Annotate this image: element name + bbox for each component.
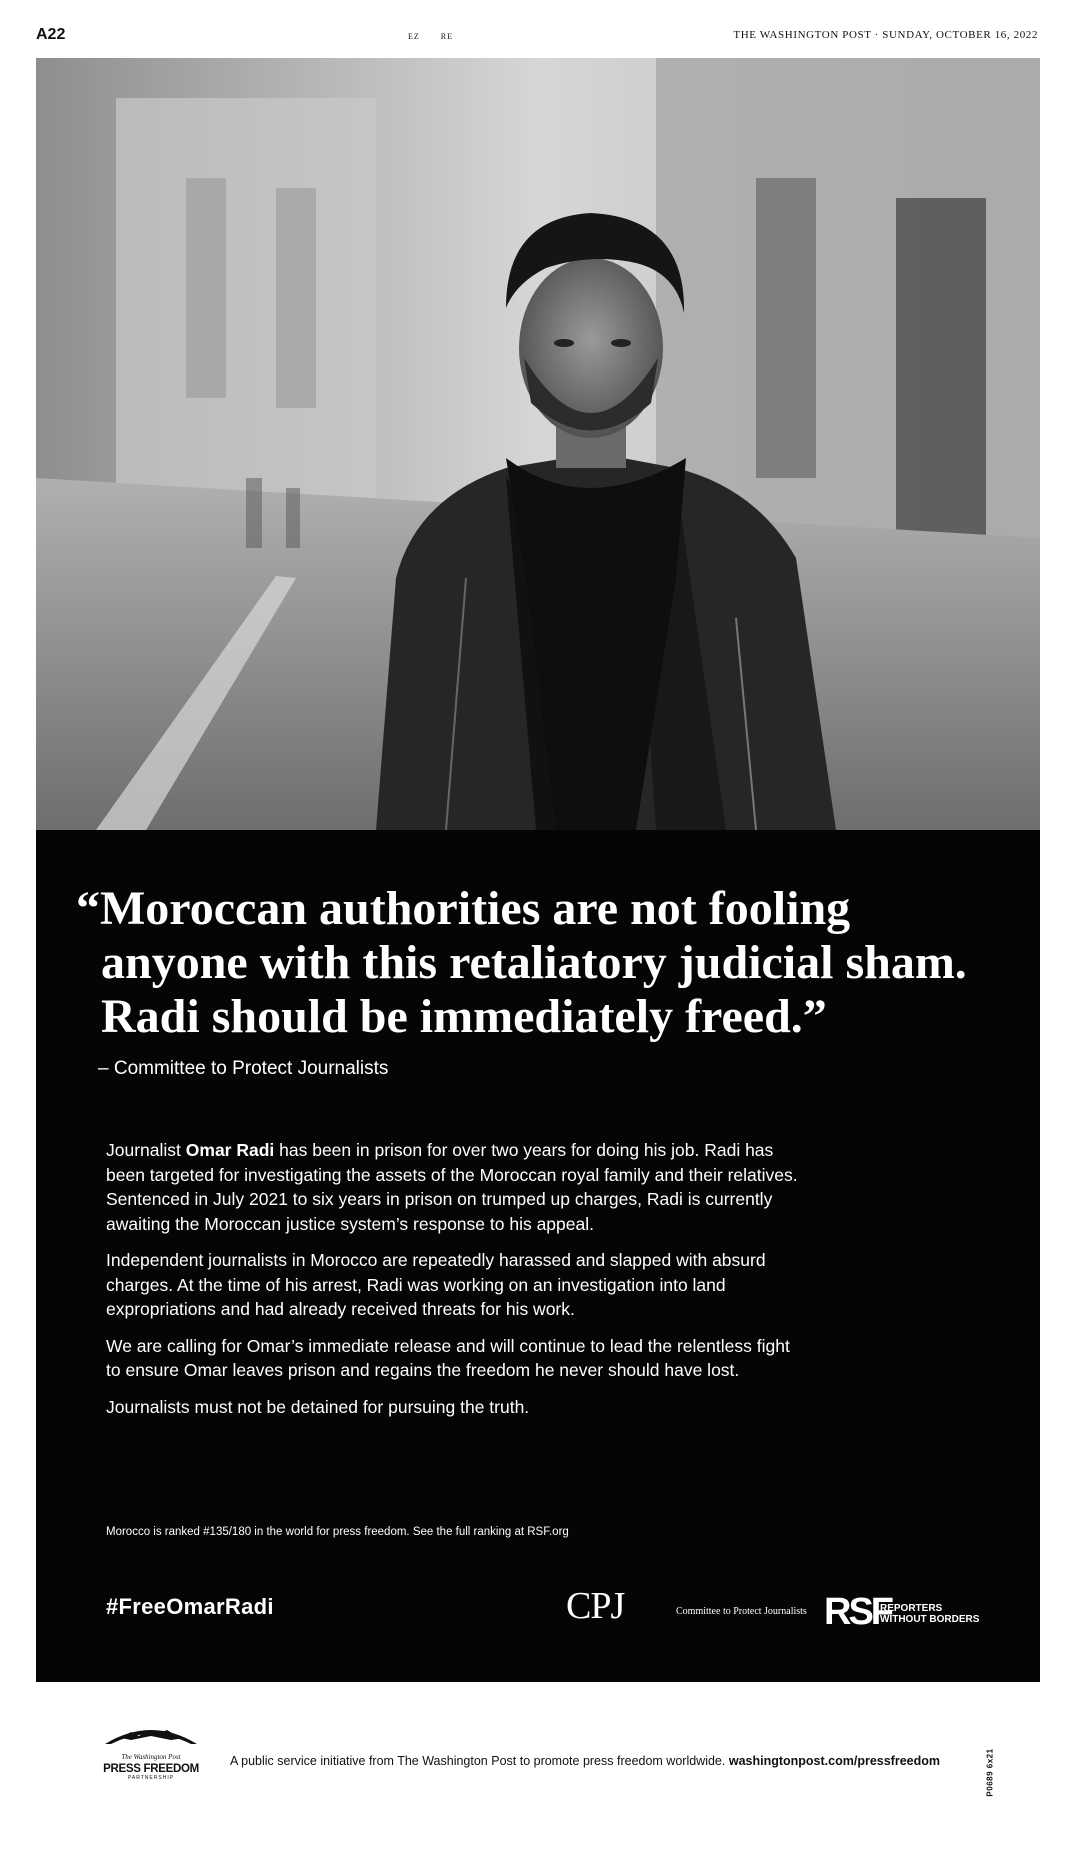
cpj-name: Committee to Protect Journalists — [676, 1606, 807, 1617]
quote-line: anyone with this retaliatory judicial sham. — [101, 936, 967, 989]
pfp-wapo: The Washington Post — [121, 1753, 181, 1761]
press-freedom-logo — [96, 1722, 206, 1781]
rsf-name-line: REPORTERS — [880, 1603, 943, 1614]
body-paragraph: Independent journalists in Morocco are repeatedly harassed and slapped with absurd charges. At the time of his arrest, Radi was working on an investigation into land expropriations and had already received threats for his work. — [106, 1250, 766, 1319]
rsf-name — [880, 1603, 979, 1625]
pfp-title: PRESS FREEDOM — [103, 1763, 199, 1775]
cpj-logo-mark: CPJ — [566, 1585, 625, 1627]
body-text: Journalist — [106, 1140, 186, 1160]
page-footer — [0, 1682, 1080, 1850]
globe-map-icon — [101, 1722, 201, 1748]
edition-mark: RE — [440, 32, 454, 41]
rsf-name-line: WITHOUT BORDERS — [880, 1614, 980, 1625]
ad-code — [985, 1730, 1018, 1820]
footer-text — [230, 1754, 940, 1768]
hashtag: #FreeOmarRadi — [106, 1594, 274, 1619]
ad-panel — [36, 830, 1040, 1682]
body-paragraph: We are calling for Omar’s immediate release and will continue to lead the relentless fight to ensure Omar leaves prison and regains the freedom he never should have lost. — [106, 1335, 790, 1380]
footer-link[interactable]: washingtonpost.com/pressfreedom — [728, 1754, 940, 1768]
footer-line: A public service initiative from The Washington Post to promote press freedom worldwide. — [230, 1754, 729, 1768]
body-paragraph — [106, 1138, 806, 1236]
body-text: has been in prison for over two years for doing his job. Radi has been targeted for investigating the assets of the Moroccan royal family and their relatives. Sentenced in July 2021 to six years in prison on trumped up charges, Radi is currently awaiting the Moroccan justice system’s response to his appeal. — [106, 1140, 798, 1234]
portrait-illustration — [36, 58, 1040, 830]
edition-mark: EZ — [408, 32, 420, 41]
pull-quote — [76, 882, 1016, 1044]
ad-code-text: P0689 6x21 — [985, 1748, 995, 1797]
rsf-logo-mark: RSF — [824, 1591, 891, 1633]
page-header — [0, 0, 1080, 60]
body-paragraph: Journalists must not be detained for pursuing the truth. — [106, 1396, 530, 1417]
quote-attribution: – Committee to Protect Journalists — [98, 1058, 389, 1079]
quote-line: Radi should be immediately freed.” — [101, 990, 827, 1043]
pfp-subtitle: PARTNERSHIP — [127, 1775, 175, 1781]
quote-line: “Moroccan authorities are not fooling — [76, 882, 851, 935]
ranking-note: Morocco is ranked #135/180 in the world for press freedom. See the full ranking at RSF.org — [106, 1526, 569, 1538]
portrait-photo — [36, 58, 1040, 830]
body-copy — [106, 1138, 806, 1431]
page-number: A22 — [36, 26, 66, 43]
edition-marks — [408, 32, 471, 41]
journalist-name: Omar Radi — [185, 1140, 275, 1160]
masthead: THE WASHINGTON POST · SUNDAY, OCTOBER 16, 2022 — [733, 29, 1038, 41]
